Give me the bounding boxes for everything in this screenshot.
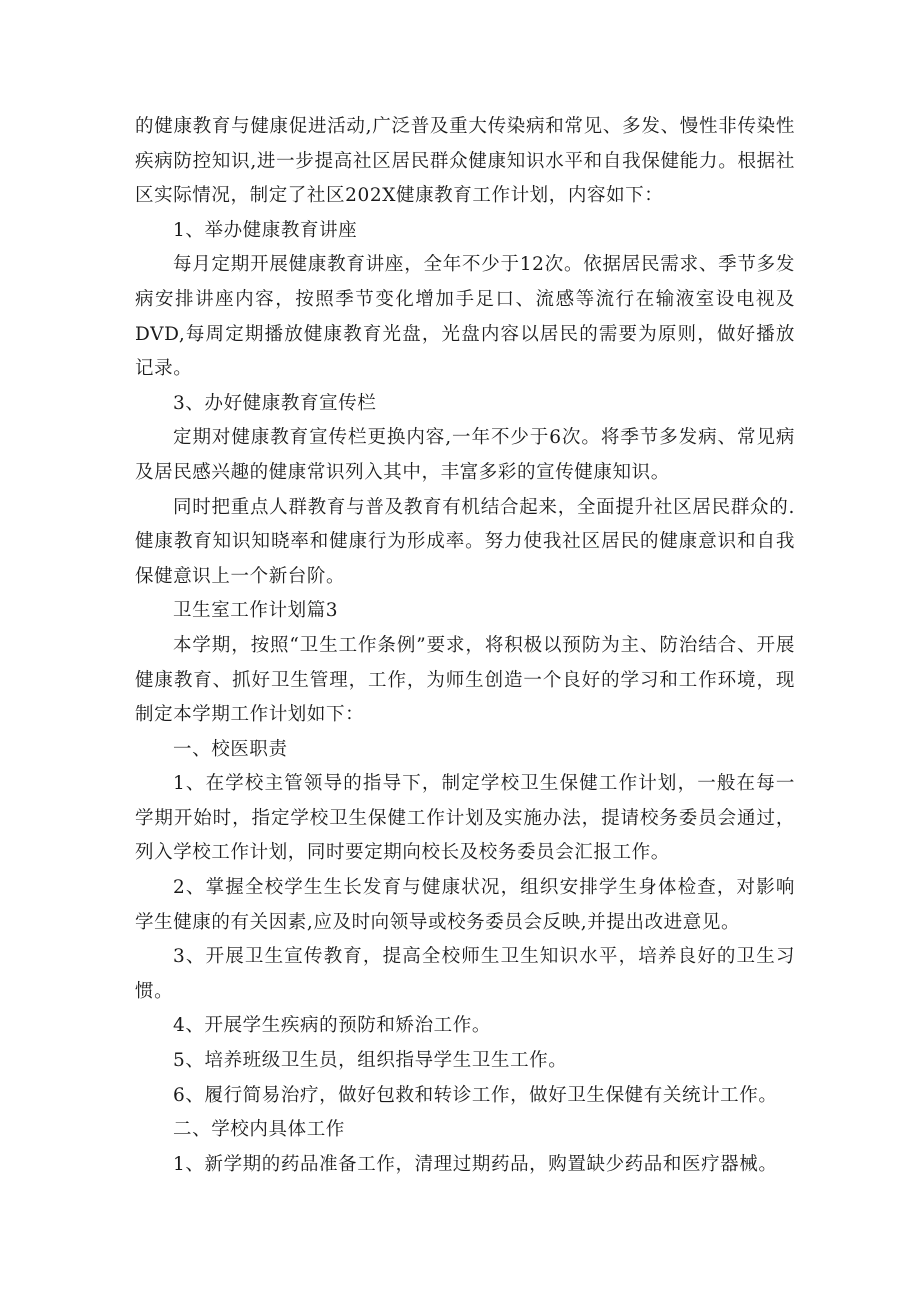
list-item: 1、在学校主管领导的指导下，制定学校卫生保健工作计划，一般在每一学期开始时，指定学校卫生保健工作计划及实施办法，提请校务委员会通过，列入学校工作计划，同时要定期向校长及校务委员会汇报工作。 bbox=[135, 773, 795, 864]
paragraph: 本学期，按照“卫生工作条例”要求，将积极以预防为主、防治结合、开展健康教育、抓好卫生管理，工作，为师生创造一个良好的学习和工作环境，现制定本学期工作计划如下： bbox=[135, 634, 795, 726]
list-item: 5、培养班级卫生员，组织指导学生卫生工作。 bbox=[173, 1050, 568, 1072]
list-item: 1、新学期的药品准备工作，清理过期药品，购置缺少药品和医疗器械。 bbox=[173, 1153, 778, 1175]
paragraph: 同时把重点人群教育与普及教育有机结合起来，全面提升社区居民群众的.健康教育知识知晓率和健康行为形成率。努力使我社区居民的健康意识和自我保健意识上一个新台阶。 bbox=[135, 496, 795, 587]
section-heading: 1、举办健康教育讲座 bbox=[173, 219, 358, 241]
list-item: 2、掌握全校学生生长发育与健康状况，组织安排学生身体检查，对影响学生健康的有关因素,应及时向领导或校务委员会反映,并提出改进意见。 bbox=[135, 877, 795, 933]
document-body bbox=[135, 110, 795, 1182]
list-item: 3、开展卫生宣传教育，提高全校师生卫生知识水平，培养良好的卫生习惯。 bbox=[135, 946, 795, 1002]
section-heading: 一、校医职责 bbox=[173, 738, 288, 760]
list-item: 6、履行简易治疗，做好包救和转诊工作，做好卫生保健有关统计工作。 bbox=[173, 1084, 778, 1106]
article-title: 卫生室工作计划篇3 bbox=[173, 600, 339, 622]
section-heading: 3、办好健康教育宣传栏 bbox=[173, 392, 377, 414]
section-heading: 二、学校内具体工作 bbox=[173, 1119, 345, 1141]
paragraph: 每月定期开展健康教育讲座，全年不少于12次。依据居民需求、季节多发病安排讲座内容，按照季节变化增加手足口、流感等流行在输液室设电视及DVD,每周定期播放健康教育光盘，光盘内容以居民的需要为原则，做好播放记录。 bbox=[135, 254, 795, 380]
list-item: 4、开展学生疾病的预防和矫治工作。 bbox=[173, 1015, 491, 1037]
paragraph: 定期对健康教育宣传栏更换内容,一年不少于6次。将季节多发病、常见病及居民感兴趣的健康常识列入其中，丰富多彩的宣传健康知识。 bbox=[135, 427, 795, 483]
paragraph: 的健康教育与健康促进活动,广泛普及重大传染病和常见、多发、慢性非传染性疾病防控知识,进一步提高社区居民群众健康知识水平和自我保健能力。根据社区实际情况，制定了社区202X健康教育工作计划，内容如下： bbox=[135, 116, 795, 207]
